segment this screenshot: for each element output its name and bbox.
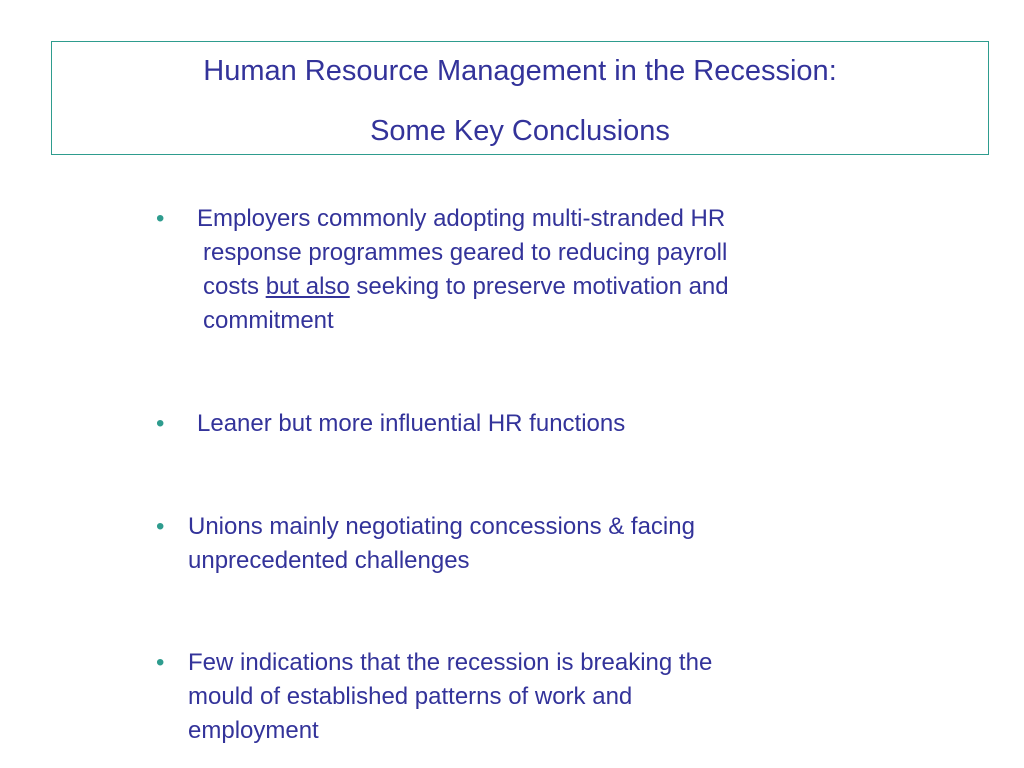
bullet-1-line-3-prefix: costs [203, 273, 266, 300]
bullet-item-4 [156, 646, 712, 748]
bullet-1-line-1: Employers commonly adopting multi-stranded HR [197, 205, 726, 232]
bullet-4-line-1: Few indications that the recession is breaking the [188, 649, 713, 676]
slide-subtitle: Some Key Conclusions [370, 115, 670, 147]
bullet-icon: • [156, 513, 165, 540]
bullet-3-line-1: Unions mainly negotiating concessions & facing [188, 513, 695, 540]
bullet-item-3 [156, 510, 695, 578]
bullet-1-line-3 [156, 270, 729, 304]
bullet-3-line-2: unprecedented challenges [188, 547, 470, 574]
bullet-1-line-2: response programmes geared to reducing payroll [203, 239, 728, 266]
bullet-4-line-3: employment [188, 717, 319, 744]
bullet-1-line-4: commitment [203, 307, 334, 334]
bullet-icon: • [156, 649, 165, 676]
bullet-2-line-1: Leaner but more influential HR functions [197, 410, 626, 437]
bullet-1-emphasis: but also [265, 273, 350, 300]
bullet-1-line-3-suffix: seeking to preserve motivation and [349, 273, 729, 300]
bullet-4-line-2: mould of established patterns of work and [188, 683, 633, 710]
slide-title: Human Resource Management in the Recession: [203, 55, 837, 87]
bullet-item-2 [156, 407, 625, 441]
bullet-item-1 [156, 202, 729, 338]
bullet-icon: • [156, 205, 165, 232]
bullet-icon: • [156, 410, 165, 437]
title-box [51, 41, 989, 155]
